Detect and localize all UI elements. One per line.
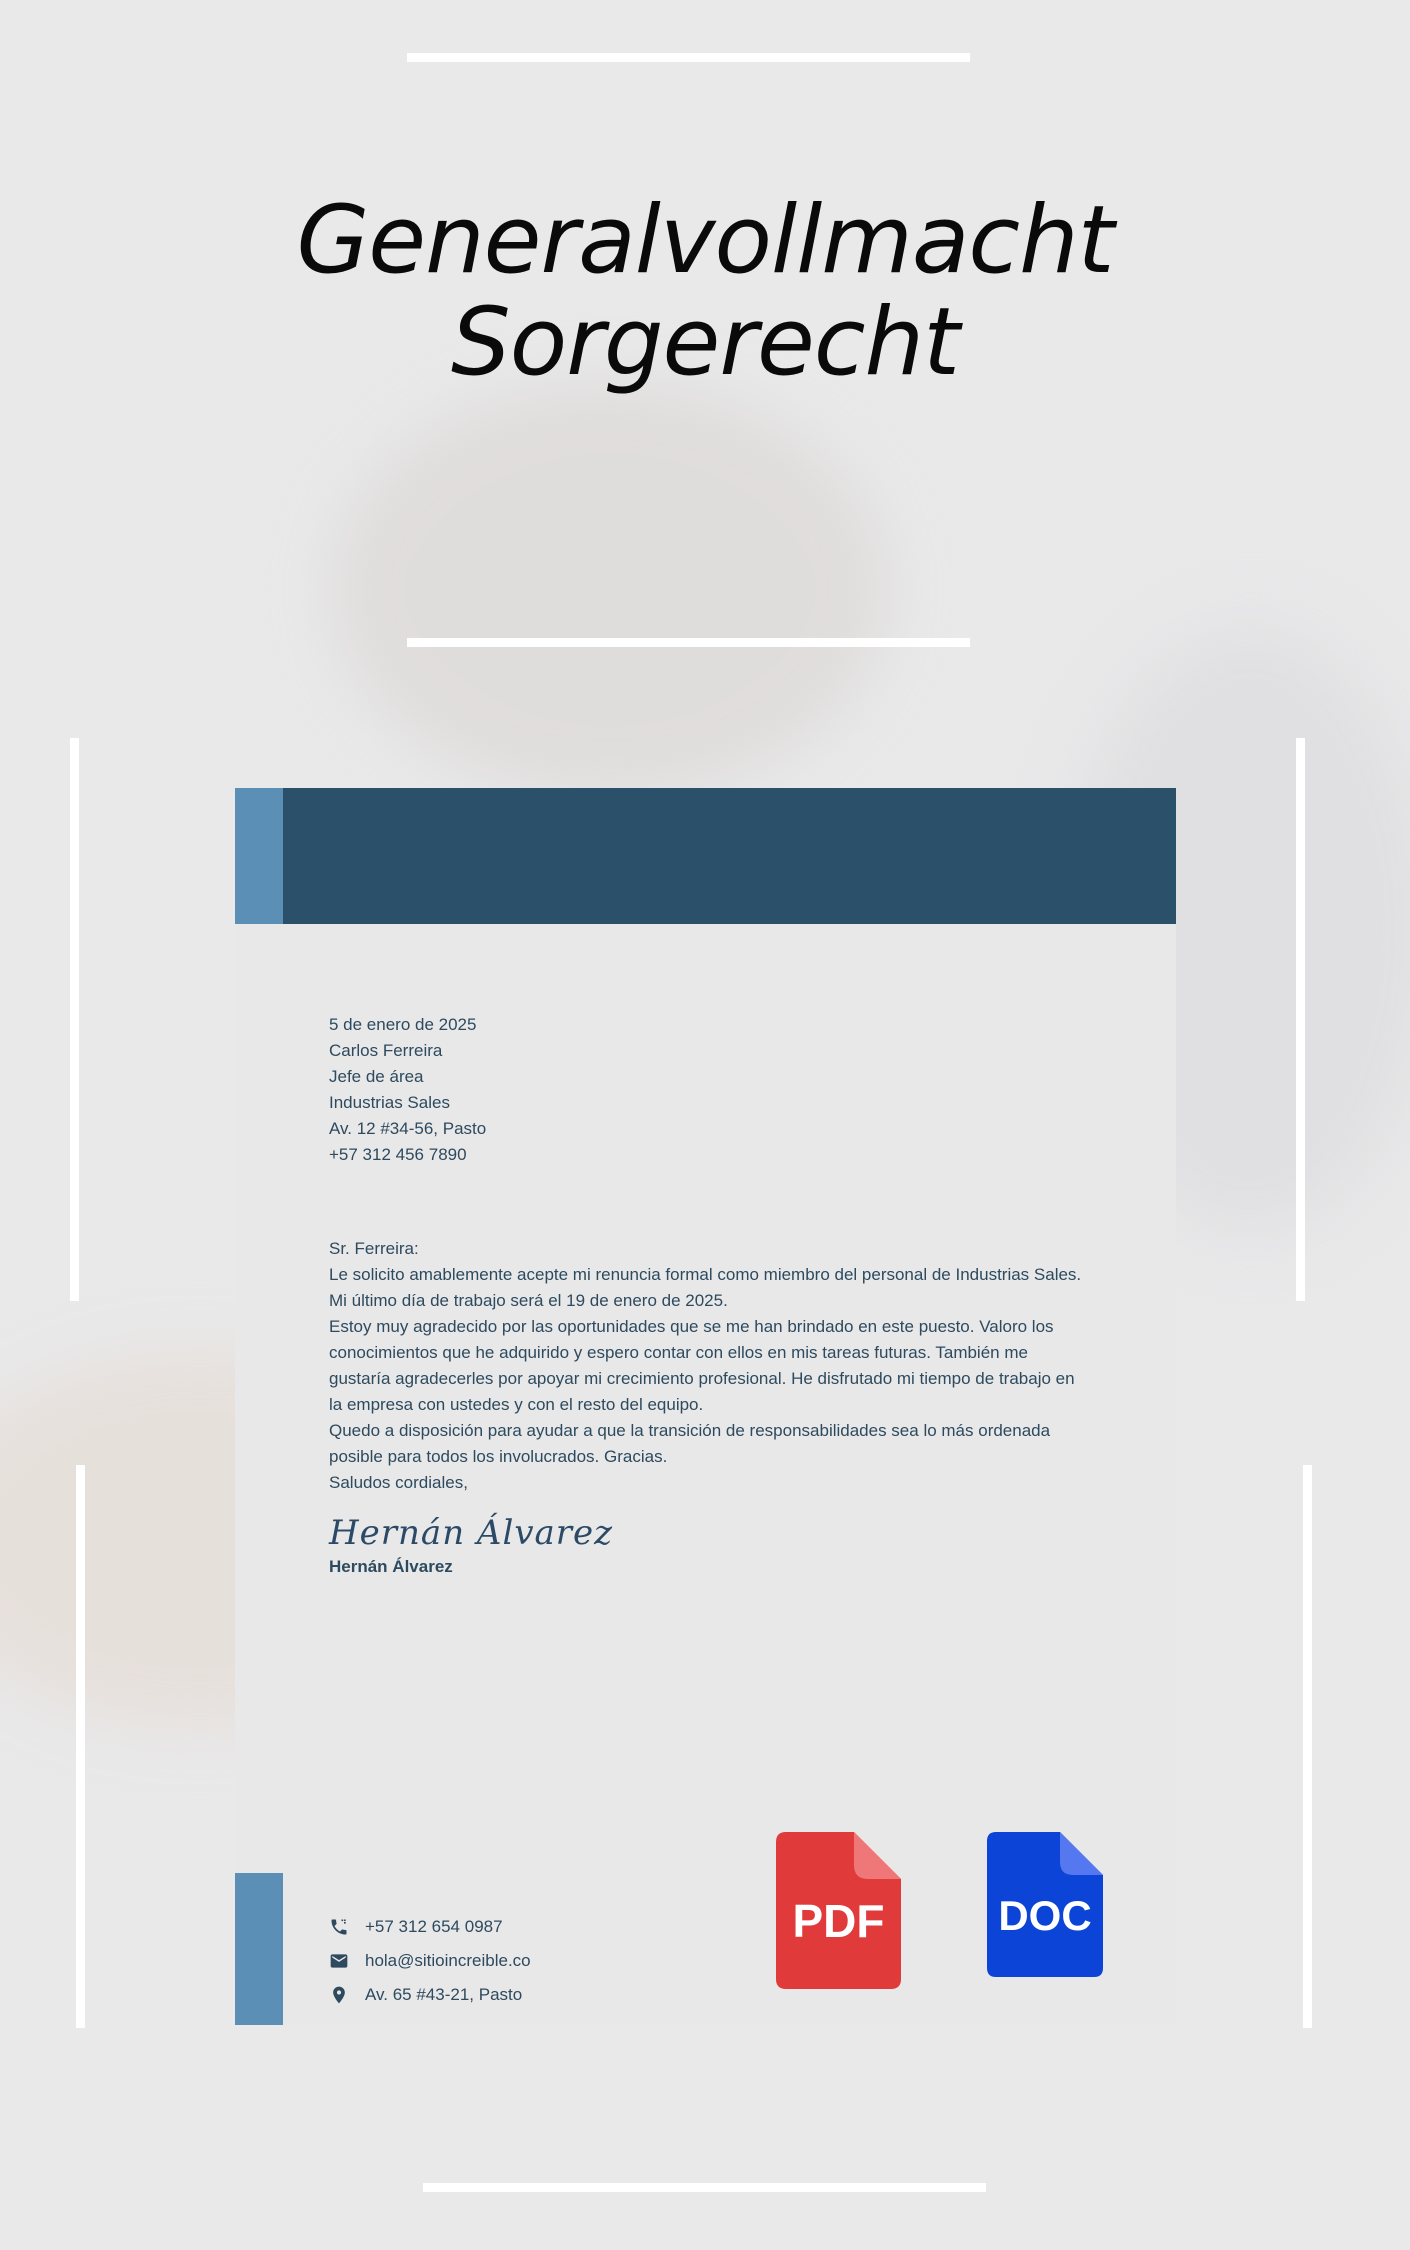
left-frame-rule-upper [70,738,79,1301]
contact-phone-text: +57 312 654 0987 [365,1917,503,1936]
title-line-2: Sorgerecht [451,288,959,397]
contact-list [329,1910,531,2012]
left-frame-rule-lower [76,1465,85,2028]
contact-phone [329,1910,531,1944]
recipient-block [329,1012,1089,1168]
contact-email [329,1944,531,1978]
letter-closing: Saludos cordiales, [329,1473,468,1492]
title-line-1: Generalvollmacht [296,186,1114,295]
letter-paragraph: Le solicito amablemente acepte mi renuncia formal como miembro del personal de Industrias Sales. Mi último día de trabajo será el 19 de enero de 2025. [329,1265,1082,1310]
recipient-company: Industrias Sales [329,1093,450,1112]
pdf-label: PDF [792,1895,885,1947]
recipient-name: Carlos Ferreira [329,1041,443,1060]
document-title [0,186,1410,397]
letter-header-accent [235,788,283,924]
right-frame-rule-upper [1296,738,1305,1301]
bottom-rule [423,2183,986,2192]
title-bottom-rule [407,638,970,647]
recipient-role: Jefe de área [329,1067,424,1086]
doc-download-icon[interactable] [987,1832,1103,1977]
location-pin-icon [329,1985,349,2005]
contact-email-text: hola@sitioincreible.co [365,1951,531,1970]
doc-label: DOC [998,1892,1092,1939]
recipient-address: Av. 12 #34-56, Pasto [329,1119,487,1138]
letter-header-band [235,788,1176,924]
letter-paragraph: Estoy muy agradecido por las oportunidades que se me han brindado en este puesto. Valoro los conocimientos que he adquirido y espero contar con ellos en mis tareas futuras. También me gustaría agradecerles por apoyar mi crecimiento profesional. He disfrutado mi tiempo de trabajo en la empresa con ustedes y con el resto del equipo. [329,1317,1075,1414]
pdf-download-icon[interactable] [776,1832,901,1989]
background-photo-blur [330,380,890,800]
handwritten-signature: Hernán Álvarez [329,1513,614,1553]
letter-greeting: Sr. Ferreira: [329,1239,419,1258]
phone-icon [329,1917,349,1937]
letter-date: 5 de enero de 2025 [329,1015,477,1034]
recipient-phone: +57 312 456 7890 [329,1145,467,1164]
right-frame-rule-lower [1303,1465,1312,2028]
contact-address [329,1978,531,2012]
signer-name: Hernán Álvarez [329,1557,453,1576]
letter-paragraph: Quedo a disposición para ayudar a que la transición de responsabilidades sea lo más ordenada posible para todos los involucrados. Gracias. [329,1421,1051,1466]
letter-body [329,1012,1089,1580]
top-rule [407,53,970,62]
contact-address-text: Av. 65 #43-21, Pasto [365,1985,523,2004]
letter-footer-accent [235,1873,283,2025]
mail-icon [329,1951,349,1971]
